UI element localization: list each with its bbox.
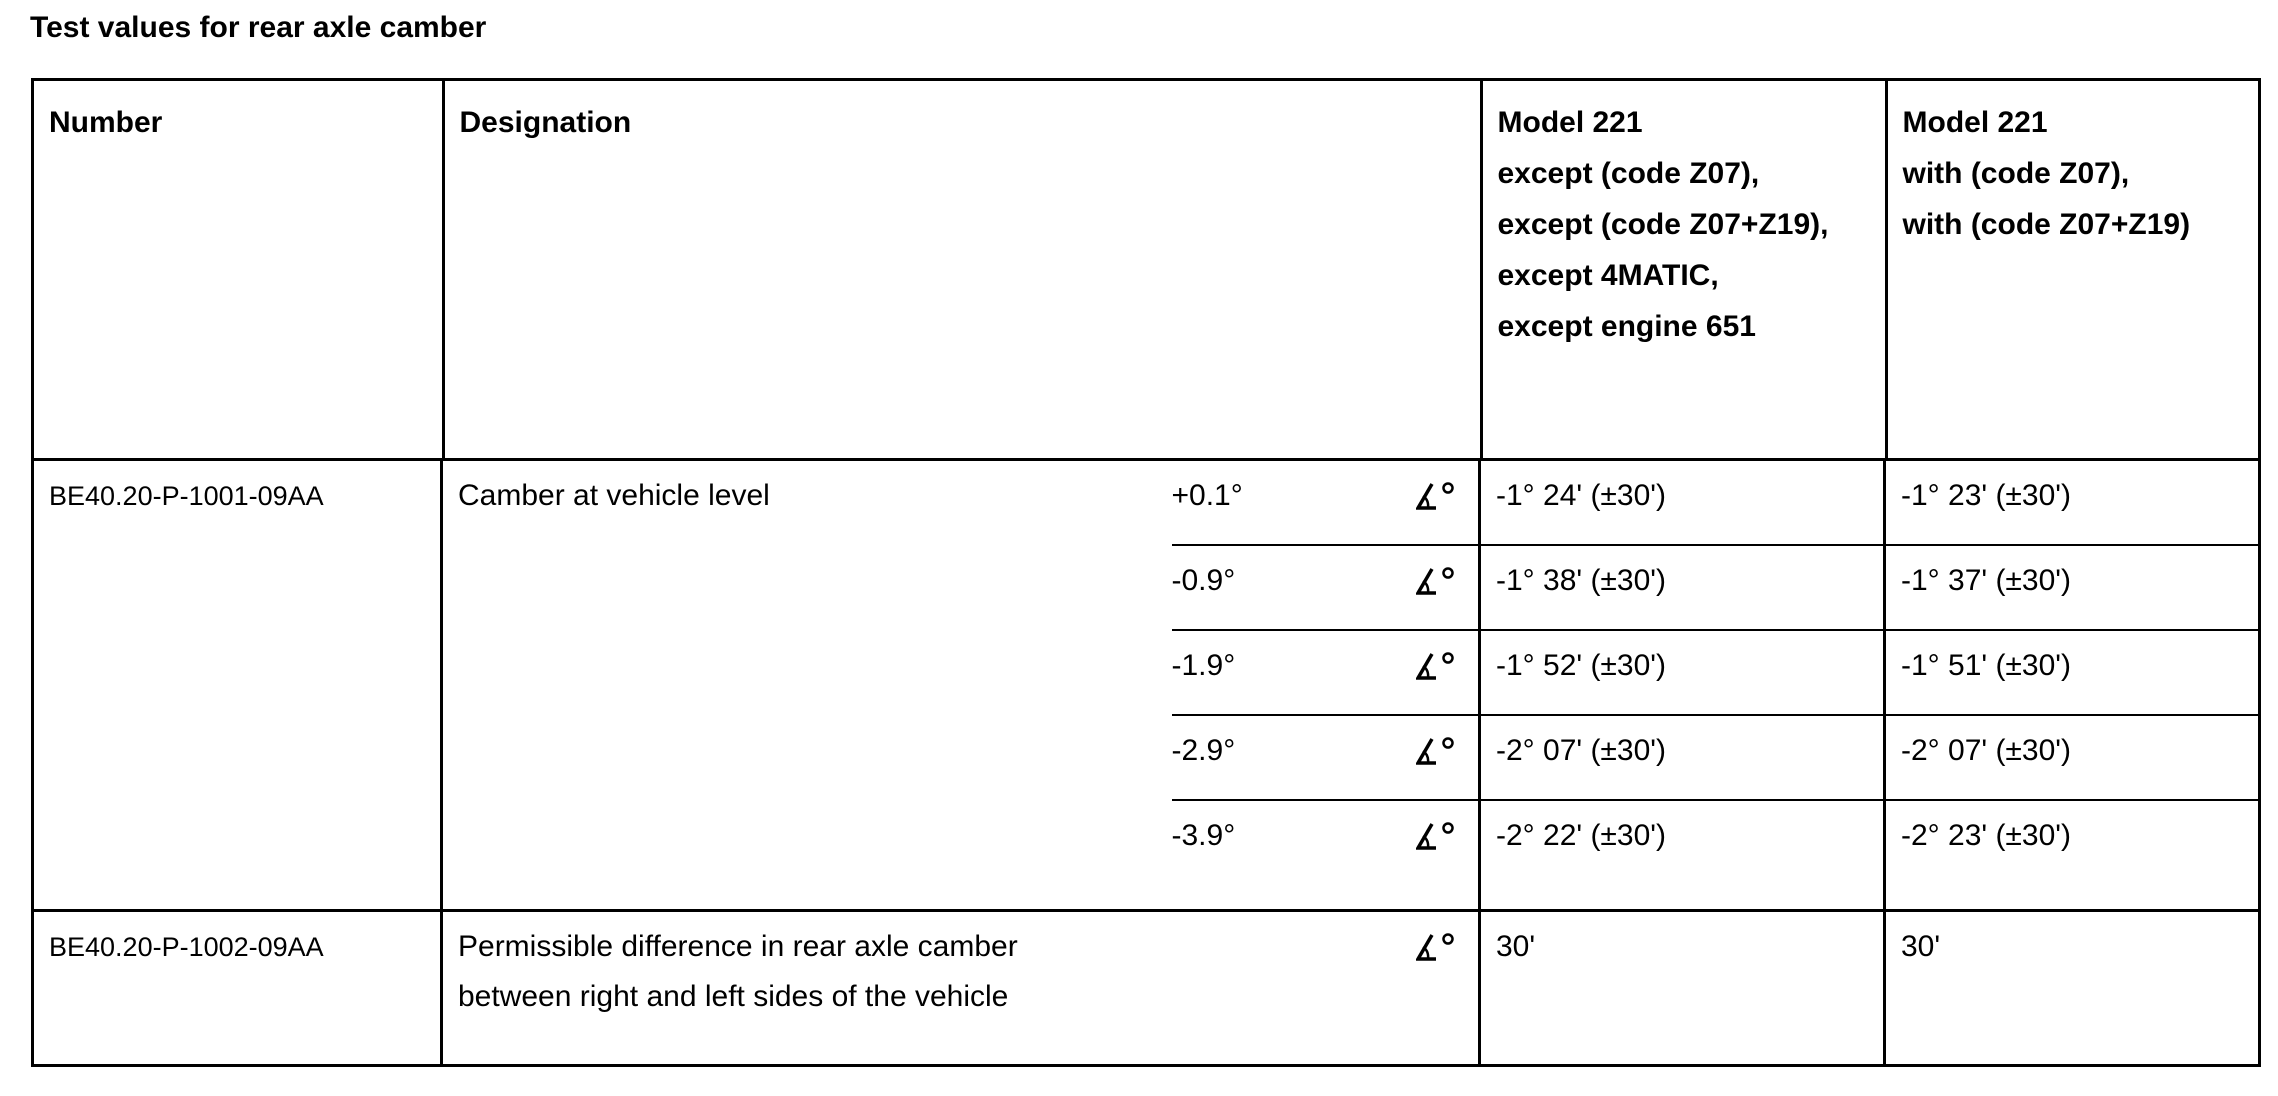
model-b-value-cell xyxy=(1885,715,2260,800)
header-designation-label: Designation xyxy=(459,106,632,139)
model-a-value: -1° 52' (±30') xyxy=(1496,649,1666,682)
difference-designation-cell xyxy=(442,911,1480,1066)
difference-model-b-value: 30' xyxy=(1901,930,1941,963)
model-a-value: -2° 07' (±30') xyxy=(1496,734,1666,767)
angle-degree-icon xyxy=(1416,650,1456,680)
model-a-value: -1° 38' (±30') xyxy=(1496,564,1666,597)
angle-cell xyxy=(1172,460,1480,546)
angle-degree-icon xyxy=(1416,735,1456,765)
angle-cell xyxy=(1172,715,1480,800)
model-b-value: -1° 23' (±30') xyxy=(1901,479,2071,512)
header-model-a-line: except engine 651 xyxy=(1497,310,1756,343)
angle-value: +0.1° xyxy=(1171,479,1243,512)
table-row xyxy=(33,460,2260,546)
header-number xyxy=(33,80,442,460)
difference-designation xyxy=(443,912,1478,1022)
angle-degree-icon xyxy=(1416,931,1456,961)
angle-degree-icon xyxy=(1416,565,1456,595)
angle-value: -3.9° xyxy=(1171,819,1236,852)
model-b-value-cell xyxy=(1885,545,2260,630)
model-b-value: -2° 07' (±30') xyxy=(1901,734,2071,767)
model-b-value-cell xyxy=(1885,800,2260,911)
difference-designation-line: between right and left sides of the vehicle xyxy=(458,980,1009,1013)
header-model-a-line: Model 221 xyxy=(1497,106,1643,139)
header-model-b xyxy=(1885,80,2260,460)
model-b-value-cell xyxy=(1885,630,2260,715)
header-model-b-line: with (code Z07), xyxy=(1902,157,2130,190)
angle-degree-icon xyxy=(1416,480,1456,510)
angle-degree-icon xyxy=(1416,820,1456,850)
model-b-value-cell xyxy=(1885,460,2260,546)
header-model-a-line: except (code Z07), xyxy=(1497,157,1760,190)
header-model-b-line: Model 221 xyxy=(1902,106,2048,139)
angle-value: -1.9° xyxy=(1171,649,1236,682)
camber-designation: Camber at vehicle level xyxy=(458,479,770,512)
camber-designation-cell xyxy=(442,460,1172,911)
angle-cell xyxy=(1172,630,1480,715)
camber-number-cell xyxy=(33,460,442,911)
model-a-value-cell xyxy=(1480,800,1885,911)
header-model-a xyxy=(1480,80,1885,460)
page-title: Test values for rear axle camber xyxy=(30,11,487,44)
model-a-value-cell xyxy=(1480,630,1885,715)
difference-number-cell xyxy=(33,911,442,1066)
model-a-value-cell xyxy=(1480,460,1885,546)
table-header-row xyxy=(33,80,2260,460)
header-model-a-line: except 4MATIC, xyxy=(1497,259,1719,292)
header-number-label: Number xyxy=(49,106,163,139)
angle-cell xyxy=(1172,545,1480,630)
camber-number: BE40.20-P-1001-09AA xyxy=(49,481,324,511)
difference-designation-line: Permissible difference in rear axle camber xyxy=(458,930,1018,963)
header-model-a-line: except (code Z07+Z19), xyxy=(1497,208,1829,241)
model-b-value: -1° 51' (±30') xyxy=(1901,649,2071,682)
model-b-value: -2° 23' (±30') xyxy=(1901,819,2071,852)
camber-test-values-table xyxy=(31,78,2261,1067)
difference-model-b-cell xyxy=(1885,911,2260,1066)
angle-cell xyxy=(1172,800,1480,911)
model-a-value-cell xyxy=(1480,715,1885,800)
difference-model-a-cell xyxy=(1480,911,1885,1066)
table-row xyxy=(33,911,2260,1066)
model-a-value: -2° 22' (±30') xyxy=(1496,819,1666,852)
difference-model-a-value: 30' xyxy=(1496,930,1536,963)
angle-value: -0.9° xyxy=(1171,564,1236,597)
header-designation xyxy=(442,80,1480,460)
angle-value: -2.9° xyxy=(1171,734,1236,767)
model-b-value: -1° 37' (±30') xyxy=(1901,564,2071,597)
model-a-value-cell xyxy=(1480,545,1885,630)
difference-number: BE40.20-P-1002-09AA xyxy=(49,932,324,962)
header-model-b-line: with (code Z07+Z19) xyxy=(1902,208,2191,241)
model-a-value: -1° 24' (±30') xyxy=(1496,479,1666,512)
